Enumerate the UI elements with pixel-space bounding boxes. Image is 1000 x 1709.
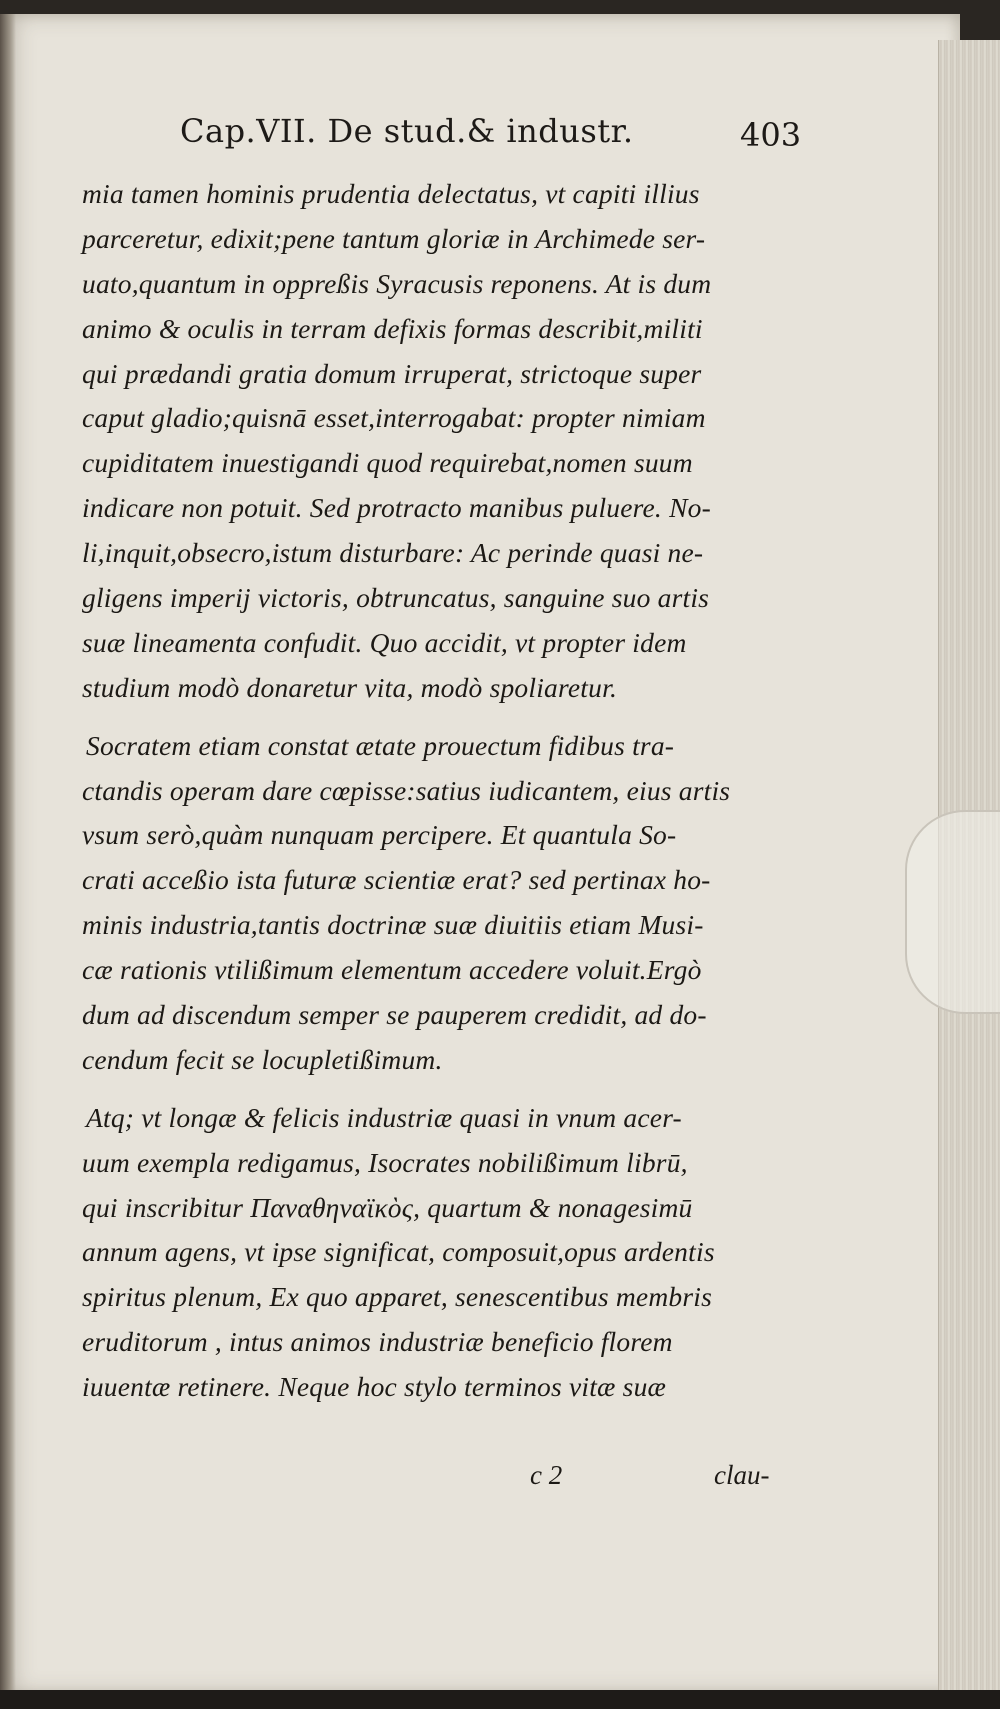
paragraph-gap [82,1083,832,1096]
signature-mark: c 2 [530,1460,563,1490]
paragraph-2 [82,724,832,1083]
text-line: spiritus plenum, Ex quo apparet, senescentibus membris [82,1281,712,1313]
clip-holder [905,810,1000,1014]
text-line: studium modò donaretur vita, modò spoliaretur. [82,671,618,703]
text-line: gligens imperij victoris, obtruncatus, sanguine suo artis [82,582,710,614]
text-line: annum agens, vt ipse significat, composuit,opus ardentis [82,1236,715,1268]
text-line: parceretur, edixit;pene tantum gloriæ in Archimede ser- [82,222,706,254]
text-line: uum exempla redigamus, Isocrates nobilißimum librū, [82,1146,688,1178]
paragraph-1 [82,172,832,711]
body-text [82,172,832,1410]
running-head: Cap.VII. De stud.& industr. [180,112,634,150]
text-line: iuuentæ retinere. Neque hoc stylo terminos vitæ suæ [82,1371,667,1403]
text-line: caput gladio;quisnā esset,interrogabat: propter nimiam [82,402,706,434]
text-line: qui prædandi gratia domum irruperat, strictoque super [82,357,702,389]
text-line: indicare non potuit. Sed protracto manibus puluere. No- [82,492,711,524]
text-line: mia tamen hominis prudentia delectatus, vt capiti illius [82,178,700,209]
text-line: uato,quantum in oppreßis Syracusis reponens. At is dum [82,267,712,299]
text-line: crati acceßio ista futuræ scientiæ erat? sed pertinax ho- [82,864,711,896]
gutter-shadow [0,14,16,1694]
paragraph-3 [82,1096,832,1410]
text-line: qui inscribitur Παναθηναϊκὸς, quartum & nonagesimū [82,1191,693,1223]
text-line: animo & oculis in terram defixis formas describit,militi [82,312,703,344]
page-header [180,112,830,172]
page-number: 403 [740,116,802,154]
text-line: suæ lineamenta confudit. Quo accidit, vt propter idem [82,626,687,658]
text-line: cupiditatem inuestigandi quod requirebat,nomen suum [82,447,693,479]
text-line: Socratem etiam constat ætate prouectum fidibus tra- [86,729,675,761]
text-line: li,inquit,obsecro,istum disturbare: Ac perinde quasi ne- [82,537,704,569]
background-edge [0,1690,1000,1709]
text-line: minis industria,tantis doctrinæ suæ diuitiis etiam Musi- [82,909,704,941]
text-line: dum ad discendum semper se pauperem credidit, ad do- [82,999,707,1031]
catchword: clau- [714,1460,770,1490]
text-line: Atq; vt longæ & felicis industriæ quasi in vnum acer- [86,1101,682,1133]
text-line: cæ rationis vtilißimum elementum accedere voluit.Ergò [82,954,702,986]
paragraph-gap [82,711,832,724]
text-line: vsum serò,quàm nunquam percipere. Et quantula So- [82,819,677,851]
text-line: ctandis operam dare cœpisse:satius iudicantem, eius artis [82,774,731,806]
text-line: cendum fecit se locupletißimum. [82,1043,443,1075]
page-footer [530,1460,830,1500]
text-line: eruditorum , intus animos industriæ beneficio florem [82,1326,673,1358]
